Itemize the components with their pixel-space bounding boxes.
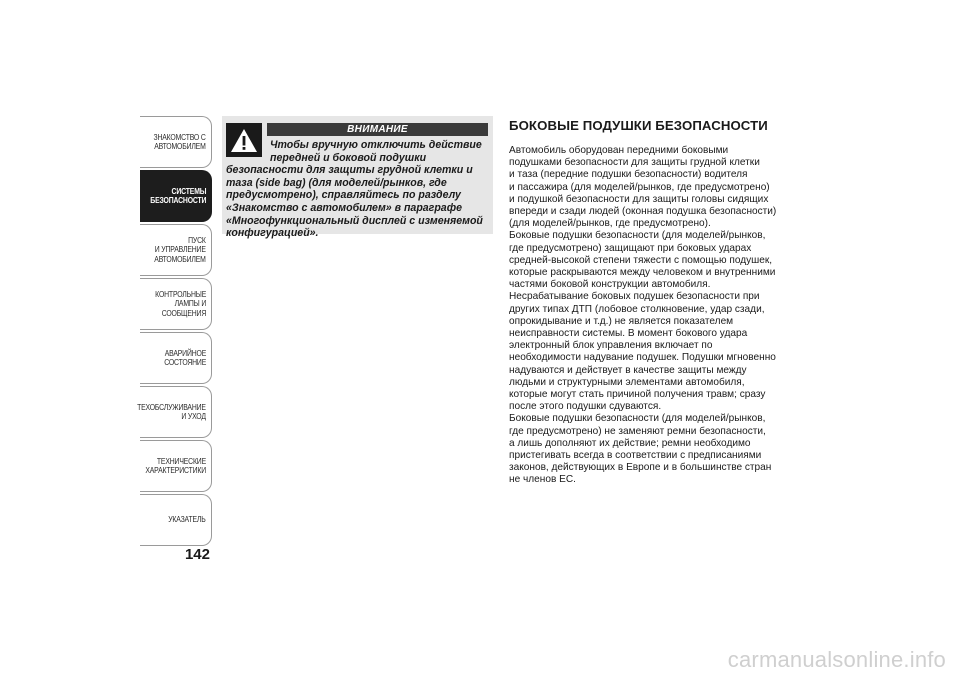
page-number: 142: [184, 546, 210, 563]
warning-line: Чтобы вручную отключить действие: [270, 139, 482, 151]
body-line: Несрабатывание боковых подушек безопасности при: [509, 291, 760, 303]
body-line: подушками безопасности для защиты грудной клетки: [509, 157, 760, 169]
body-line: и подушкой безопасности для защиты головы сидящих: [509, 193, 769, 205]
tab-sistemy-bezopasnosti[interactable]: СИСТЕМЫ БЕЗОПАСНОСТИ: [140, 170, 212, 222]
body-line: (для моделей/рынков, где предусмотрено).: [509, 218, 711, 230]
section-title: БОКОВЫЕ ПОДУШКИ БЕЗОПАСНОСТИ: [509, 118, 768, 133]
body-line: впереди и сзади людей (оконная подушка безопасности): [509, 206, 777, 218]
warning-line: «Знакомство с автомобилем» в параграфе: [226, 201, 462, 214]
body-line: законов, действующих в Европе и в большинстве стран: [509, 462, 772, 474]
warning-line: «Многофункциональный дисплей с изменяемой: [226, 214, 483, 227]
warning-line: передней и боковой подушки: [270, 151, 427, 164]
tab-tehnicheskie[interactable]: ТЕХНИЧЕСКИЕ ХАРАКТЕРИСТИКИ: [140, 440, 212, 492]
body-line: пристегивать всегда в соответствии с предписаниями: [509, 450, 762, 462]
body-line: средней-высокой степени тяжести с помощью подушек,: [509, 254, 773, 266]
warning-header: ВНИМАНИЕ: [267, 123, 488, 136]
body-line: необходимости надувание подушек. Подушки мгновенно: [509, 352, 776, 364]
warning-line: безопасности для защиты грудной клетки и: [226, 164, 473, 177]
body-line: Боковые подушки безопасности (для моделей/рынков,: [509, 230, 766, 242]
chapter-tabs: [137, 116, 212, 548]
tab-ukazatel[interactable]: УКАЗАТЕЛЬ: [140, 494, 212, 546]
tab-znakomstvo[interactable]: ЗНАКОМСТВО С АВТОМОБИЛЕМ: [140, 116, 212, 168]
tab-avariynoe[interactable]: АВАРИЙНОЕ СОСТОЯНИЕ: [140, 332, 212, 384]
body-line: неисправности системы. В момент бокового удара: [509, 328, 748, 340]
body-line: Боковые подушки безопасности (для моделей/рынков,: [509, 413, 766, 425]
body-line: после этого подушки сдуваются.: [509, 401, 662, 413]
body-line: опрокидывание и т.д.) не является показателем: [509, 315, 734, 327]
body-line: надуваются и действует в качестве защиты между: [509, 364, 747, 376]
body-line: людьми и структурными элементами автомобиля,: [509, 376, 745, 388]
body-line: частями боковой конструкции автомобиля.: [509, 279, 711, 291]
body-line: и таза (передние подушки безопасности) водителя: [509, 169, 748, 181]
body-line: которые раскрываются между человеком и внутренними: [509, 267, 776, 279]
tab-tehobsluzhivanie[interactable]: ТЕХОБСЛУЖИВАНИЕ И УХОД: [140, 386, 212, 438]
watermark: carmanualsonline.info: [727, 647, 946, 672]
body-line: где предусмотрено) защищают при боковых ударах: [509, 242, 752, 254]
body-line: электронный блок управления включает по: [509, 340, 713, 352]
warning-box: [222, 116, 493, 240]
body-line: которые могут стать причиной получения травм; сразу: [509, 389, 766, 401]
body-line: других типах ДТП (лобовое столкновение, удар сзади,: [509, 303, 765, 315]
tab-pusk[interactable]: ПУСК И УПРАВЛЕНИЕ АВТОМОБИЛЕМ: [140, 224, 212, 276]
tab-kontrolnye-lampy[interactable]: КОНТРОЛЬНЫЕ ЛАМПЫ И СООБЩЕНИЯ: [140, 278, 212, 330]
warning-line: таза (side bag) (для моделей/рынков, где: [226, 176, 447, 189]
warning-line: конфигурацией».: [226, 227, 319, 240]
side-airbags-section: [509, 118, 799, 487]
body-line: Автомобиль оборудован передними боковыми: [509, 145, 729, 156]
section-body: [509, 145, 799, 487]
warning-line: предусмотрено), справляйтесь по разделу: [226, 189, 461, 202]
body-line: не членов ЕС.: [509, 474, 576, 486]
warning-text: [226, 139, 488, 240]
body-line: а лишь дополняют их действие; ремни необходимо: [509, 437, 751, 449]
body-line: где предусмотрено) не заменяют ремни безопасности,: [509, 425, 766, 437]
body-line: и пассажира (для моделей/рынков, где предусмотрено): [509, 181, 770, 193]
